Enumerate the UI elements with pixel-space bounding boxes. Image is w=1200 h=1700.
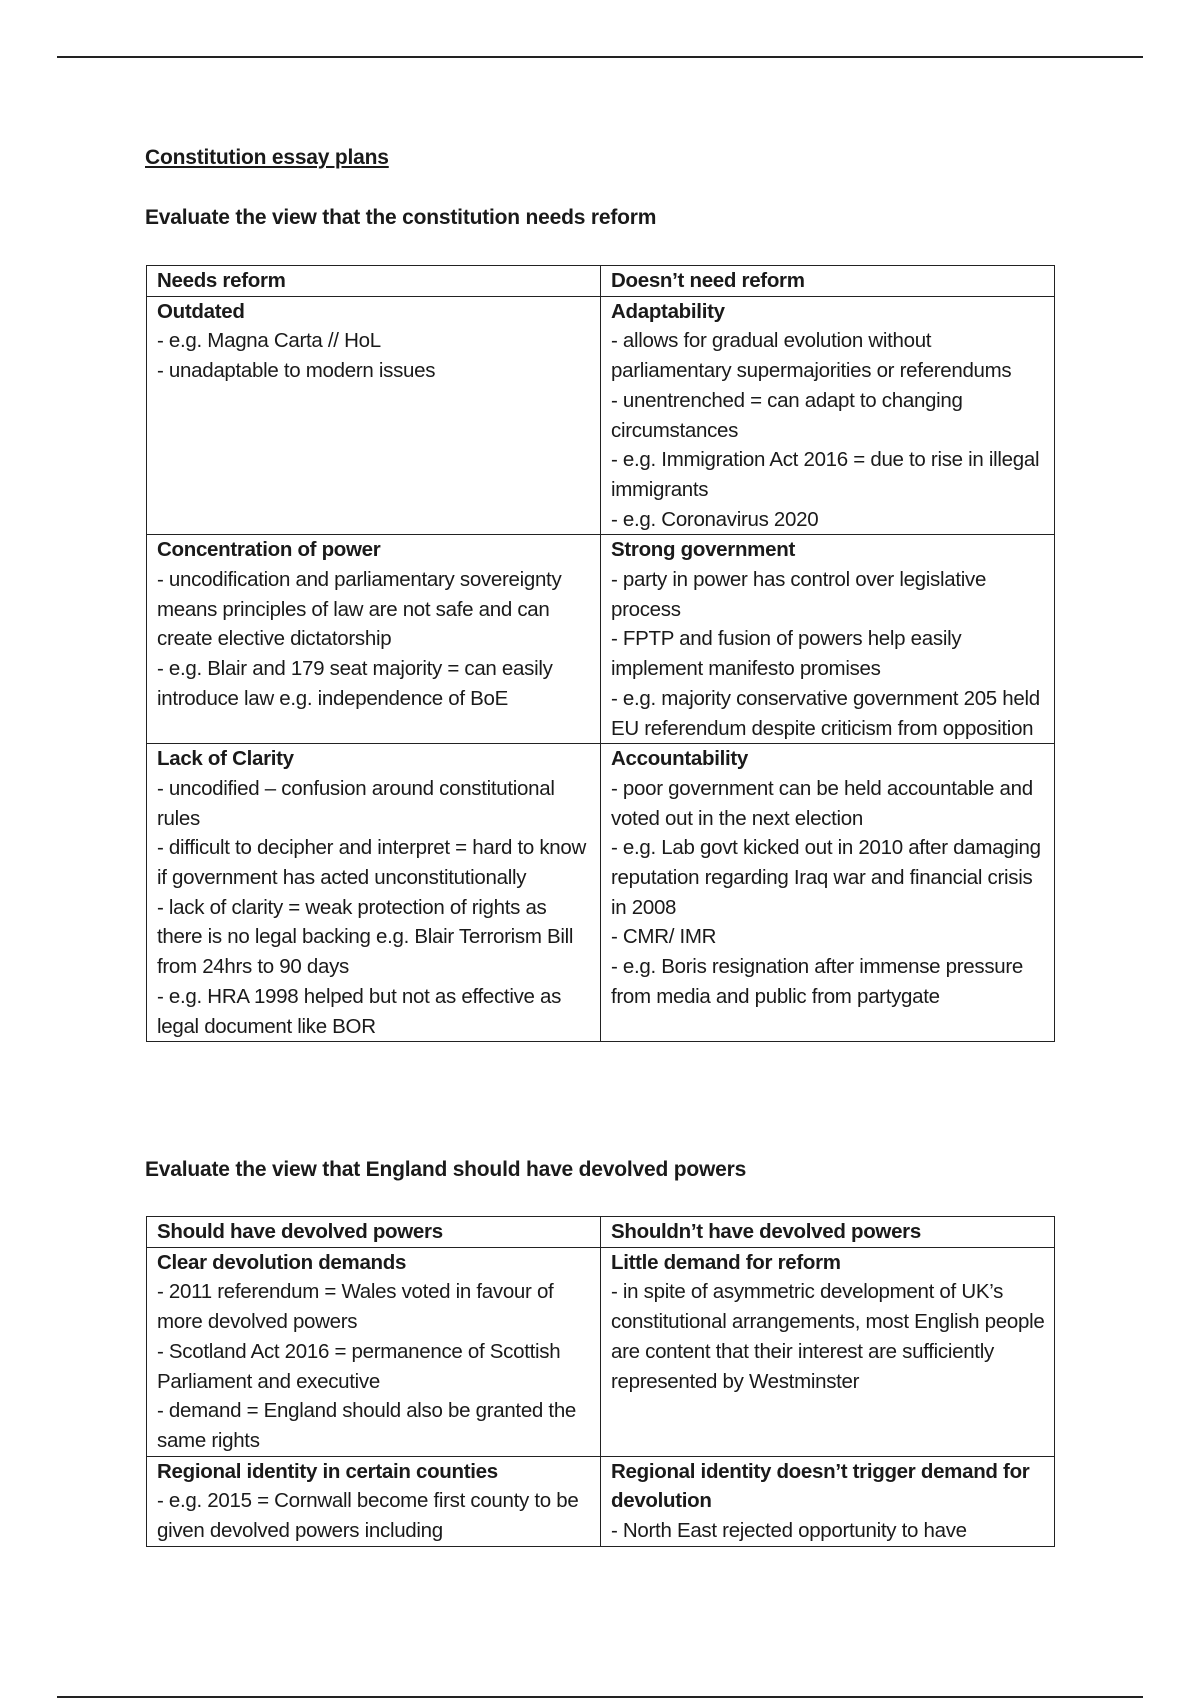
column-header-needs-reform: Needs reform xyxy=(147,266,601,297)
argument-point: - difficult to decipher and interpret = hard to know if government has acted unconstitutionally xyxy=(157,836,587,890)
table-cell xyxy=(147,744,601,1042)
argument-point: - North East rejected opportunity to have xyxy=(611,1519,967,1543)
table-cell xyxy=(601,296,1055,535)
argument-point: - unentrenched = can adapt to changing circumstances xyxy=(611,388,963,442)
argument-point: - lack of clarity = weak protection of rights as there is no legal backing e.g. Blair Terrorism Bill from 24hrs to 90 days xyxy=(157,895,574,979)
argument-point: - unadaptable to modern issues xyxy=(157,359,436,383)
argument-point: - e.g. 2015 = Cornwall become first county to be given devolved powers including xyxy=(157,1489,579,1543)
section-heading-england-devolution: Evaluate the view that England should have devolved powers xyxy=(145,1158,747,1181)
argument-title: Clear devolution demands xyxy=(157,1250,407,1274)
argument-title: Regional identity doesn’t trigger demand for devolution xyxy=(611,1459,1030,1513)
argument-point: - allows for gradual evolution without parliamentary supermajorities or referendums xyxy=(611,329,1012,383)
table-cell xyxy=(601,535,1055,744)
argument-title: Lack of Clarity xyxy=(157,747,294,771)
argument-point: - poor government can be held accountable and voted out in the next election xyxy=(611,776,1033,830)
argument-point: - in spite of asymmetric development of UK’s constitutional arrangements, most English people are content that their interest are sufficiently represented by Westminster xyxy=(611,1280,1045,1393)
table-cell xyxy=(147,535,601,744)
table-row xyxy=(147,1456,1055,1546)
argument-point: - CMR/ IMR xyxy=(611,925,717,949)
argument-point: - e.g. Blair and 179 seat majority = can easily introduce law e.g. independence of BoE xyxy=(157,657,553,710)
table-cell xyxy=(147,1456,601,1546)
argument-title: Regional identity in certain counties xyxy=(157,1459,498,1483)
table-row xyxy=(147,1247,1055,1456)
argument-title: Strong government xyxy=(611,538,795,562)
argument-point: - Scotland Act 2016 = permanence of Scottish Parliament and executive xyxy=(157,1339,561,1393)
table-row xyxy=(147,535,1055,744)
argument-title: Adaptability xyxy=(611,299,725,323)
table-header-row xyxy=(147,1217,1055,1248)
argument-point: - e.g. Coronavirus 2020 xyxy=(611,507,819,531)
constitution-reform-table xyxy=(146,265,1055,1042)
document-title: Constitution essay plans xyxy=(145,146,389,169)
argument-title: Accountability xyxy=(611,747,749,771)
table-header-row xyxy=(147,266,1055,297)
argument-point: - e.g. Boris resignation after immense pressure from media and public from partygate xyxy=(611,955,1024,1008)
argument-title: Concentration of power xyxy=(157,538,381,562)
table-cell xyxy=(601,1247,1055,1456)
argument-point: - uncodification and parliamentary sovereignty means principles of law are not safe and can create elective dictatorship xyxy=(157,568,562,651)
table-cell xyxy=(147,296,601,535)
argument-point: - e.g. HRA 1998 helped but not as effective as legal document like BOR xyxy=(157,984,562,1038)
argument-point: - FPTP and fusion of powers help easily implement manifesto promises xyxy=(611,627,962,681)
argument-point: - demand = England should also be granted the same rights xyxy=(157,1399,577,1452)
section-heading-constitution-reform: Evaluate the view that the constitution needs reform xyxy=(145,206,657,229)
table-row xyxy=(147,296,1055,535)
column-header-shouldnt-have-devolved-powers: Shouldn’t have devolved powers xyxy=(601,1217,1055,1248)
argument-point: - e.g. Lab govt kicked out in 2010 after damaging reputation regarding Iraq war and financial crisis in 2008 xyxy=(611,836,1041,919)
footer-rule xyxy=(57,1696,1143,1698)
argument-point: - party in power has control over legislative process xyxy=(611,568,987,621)
column-header-doesnt-need-reform: Doesn’t need reform xyxy=(601,266,1055,297)
argument-point: - e.g. Immigration Act 2016 = due to rise in illegal immigrants xyxy=(611,448,1040,501)
argument-title: Little demand for reform xyxy=(611,1250,841,1274)
argument-point: - uncodified – confusion around constitutional rules xyxy=(157,776,555,830)
england-devolution-table xyxy=(146,1216,1055,1547)
argument-point: - e.g. Magna Carta // HoL xyxy=(157,329,381,353)
header-rule xyxy=(57,56,1143,58)
argument-point: - 2011 referendum = Wales voted in favour of more devolved powers xyxy=(157,1280,554,1334)
column-header-should-have-devolved-powers: Should have devolved powers xyxy=(147,1217,601,1248)
table-cell xyxy=(601,1456,1055,1546)
table-row xyxy=(147,744,1055,1042)
table-cell xyxy=(147,1247,601,1456)
table-cell xyxy=(601,744,1055,1042)
argument-point: - e.g. majority conservative government 205 held EU referendum despite criticism from opposition xyxy=(611,686,1040,740)
argument-title: Outdated xyxy=(157,299,245,323)
